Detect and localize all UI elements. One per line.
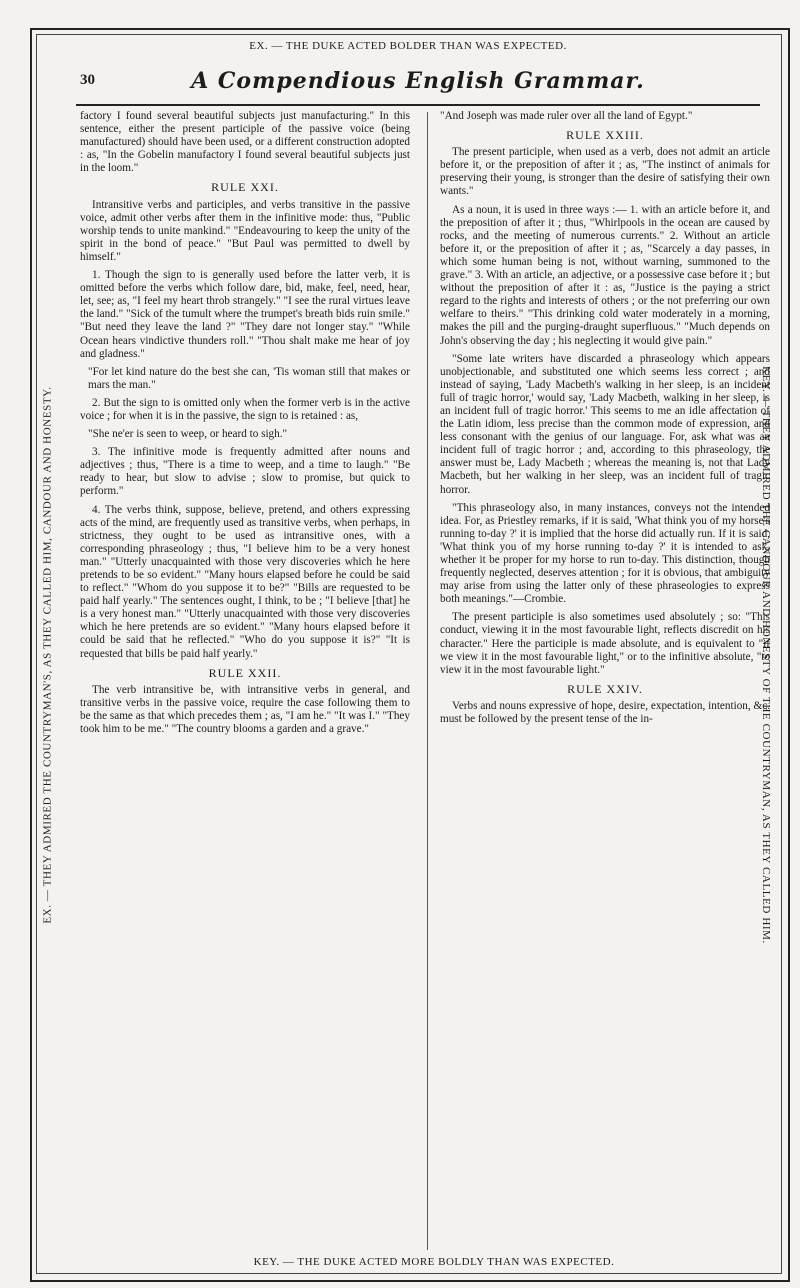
paragraph: "And Joseph was made ruler over all the land of Egypt." [440, 110, 693, 122]
left-column [80, 110, 410, 741]
quotation: "She ne'er is seen to weep, or heard to sigh." [88, 428, 288, 441]
paragraph: 3. The infinitive mode is frequently admitted after nouns and adjectives ; thus, "There is a time to weep, and a time to laugh." "Be ready to hear, but slow to advise ; slow to promise, but quick to perform." [80, 446, 410, 498]
paragraph: As a noun, it is used in three ways :— 1. with an article before it, and the preposition of after it ; thus, "Whirlpools in the ocean are caused by rocks, and the meeting of numerous currents." 2. Without an article before it, or the preposition of after it ; as, "Scarcely a day passes, in which some human being is not, without warning, summoned to the grave." 3. With an article, an adjective, or a possessive case before it ; but without the preposition of after it : as, "Justice is the paying a strict regard to the rights and interests of others ; or the not preferring our own welfare to theirs." "This drinking cold water moderately in a morning, makes the pill and the purging-draught superfluous." "Much depends on John's observing the day ; his neglecting it would give pain." [440, 203, 770, 347]
quotation: "For let kind nature do the best she can, 'Tis woman still that makes or mars the man." [88, 365, 410, 391]
paragraph: 4. The verbs think, suppose, believe, pretend, and others expressing acts of the mind, are frequently used as transitive verbs, when perhaps, in strictness, they ought to be used as intransitive ones, with a corresponding phraseology ; thus, "I believe him to be a very honest man." "Utterly unacquainted with those very discoveries which he here pretends to be so evident." "Many hours elapsed before he could be said to reflect." "Whom do you suppose it to be?" "Bills are requested to be paid half yearly." The sentences ought, I think, to be ; "I believe [that] he is a very honest man." "Utterly unacquainted with those very discoveries which he here pretends are so evident." "Many hours elapsed before it could be said that he reflected." "Who do you suppose it is?" "It is requested that bills be paid half yearly." [80, 503, 410, 660]
column-divider [427, 112, 428, 1250]
running-side-left-text: EX. — THEY ADMIRED THE COUNTRYMAN'S, AS THEY CALLED HIM, CANDOUR AND HONESTY. [42, 386, 55, 924]
right-column [440, 110, 770, 731]
paragraph: The present participle is also sometimes used absolutely ; so: "This conduct, viewing it in the most favourable light, reflects discredit on his character." Here the participle is made absolute, and is equivalent to "if we view it in the most favourable light," or to the infinitive absolute, "to view it in the most favourable light." [440, 611, 770, 676]
paragraph: The present participle, when used as a verb, does not admit an article before it, or the preposition of after it ; as, "The instinct of animals for preserving their young, is stronger than the desire of satisfying their own wants." [440, 146, 770, 198]
paragraph: "Some late writers have discarded a phraseology which appears unobjectionable, and substituted one which seems less correct ; and instead of saying, 'Lady Macbeth's walking in her sleep, is an incident full of tragic horror,' would say, 'Lady Macbeth, walking in her sleep, is an incident full of tragic horror.' This seems to me an idle affectation of the Latin idiom, less precise than the common mode of expression, and less consonant with the genius of our language. For, ask what was an incident full of tragic horror ; and, according to this phraseology, the answer must be, Lady Macbeth ; whereas the meaning is, not that Lady Macbeth, but her walking in her sleep, was an incident full of tragic horror. [440, 352, 770, 496]
running-foot-bottom: KEY. — THE DUKE ACTED MORE BOLDLY THAN WAS EXPECTED. [253, 1256, 615, 1268]
paragraph: The verb intransitive be, with intransitive verbs in general, and transitive verbs in the passive voice, require the case following them to be the same as that which precedes them ; as, "I am he." "It was I." "They took him to be me." "The country blooms a garden and a grave." [80, 683, 410, 736]
rule-heading: RULE XXII. [208, 665, 282, 680]
running-side-left [40, 60, 56, 1250]
paragraph: 2. But the sign to is omitted only when the former verb is in the active voice ; for when it is in the passive, the sign to is retained : as, [80, 396, 410, 422]
rule-heading: RULE XXIV. [567, 681, 643, 696]
page-header [76, 64, 760, 106]
rule-heading: RULE XXI. [211, 180, 279, 195]
paragraph: 1. Though the sign to is generally used before the latter verb, it is omitted before the verbs which follow dare, bid, make, feel, need, hear, let, see; as, "I feel my heart throb strangely." "I see the rural virtues leave the land." "Sick of the tumult where the trumpet's breath bids ruin smile." "But need they leave the land ?" "They dare not longer stay." "While Ocean hears vindictive thunders roll." "Thou shalt make me hear of joy and gladness." [80, 269, 410, 360]
paragraph: "This phraseology also, in many instances, conveys not the intended idea. For, as Priestley remarks, if it is said, 'What think you of my horse's running to-day ?' it is implied that the horse did actually run. If it is said, 'What think you of my horse running to-day ?' it is intended to ask, whether it be proper for my horse to run to-day. This distinction, though frequently neglected, deserves attention ; for it is obvious, that ambiguity may arise from using the latter only of these phraseologies to express both meanings."—Crombie. [440, 501, 770, 606]
paragraph: Intransitive verbs and participles, and verbs transitive in the passive voice, admit other verbs after them in the infinitive mode: thus, "Public worship tends to unite mankind." "Endeavouring to keep the unity of the spirit in the bond of peace." "But Paul was permitted to dwell by himself." [80, 198, 410, 263]
running-head-top: EX. — THE DUKE ACTED BOLDER THAN WAS EXPECTED. [249, 40, 567, 52]
running-side-right-text: KEY. — THEY ADMIRED THE CANDOUR AND HONESTY OF THE COUNTRYMAN, AS THEY CALLED HIM. [760, 366, 773, 944]
page-number: 30 [80, 72, 95, 88]
rule-heading: RULE XXIII. [566, 128, 644, 143]
paragraph: factory I found several beautiful subjects just manufacturing." In this sentence, either the present participle of the passive voice (being manufactured) should have been used, or a different construction adopted : as, "In the Gobelin manufactory I found several beautiful subjects just in the loom." [80, 110, 410, 175]
paragraph: Verbs and nouns expressive of hope, desire, expectation, intention, &c. must be followed by the present tense of the in- [440, 699, 770, 726]
page-title: A Compendious English Grammar. [191, 68, 645, 94]
